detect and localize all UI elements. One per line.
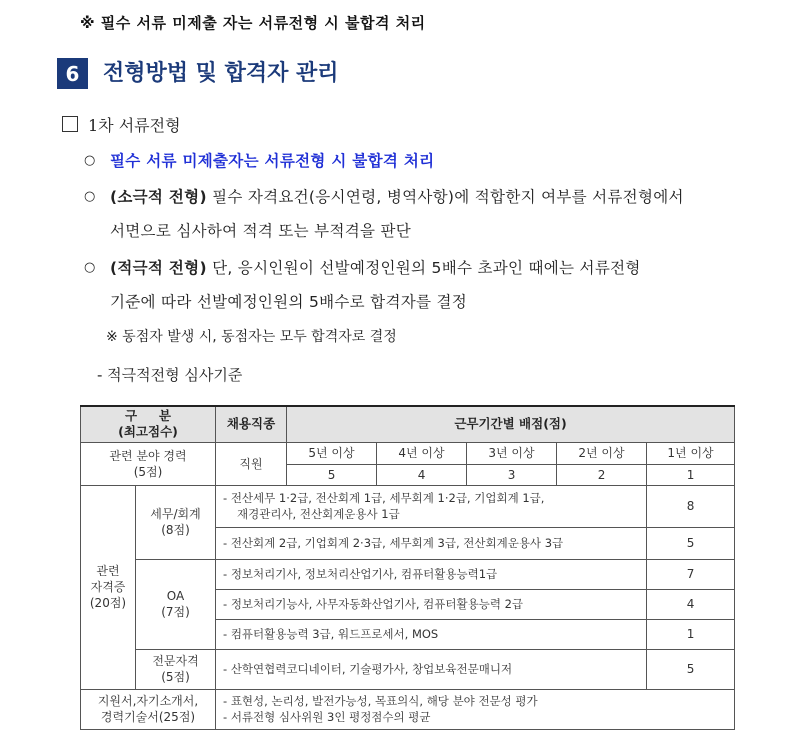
bullet-label: (소극적 전형) xyxy=(110,188,207,206)
accounting-row-2: - 전산회계 2급, 기업회계 2·3급, 세무회계 3급, 전산회계운용사 3급 xyxy=(216,527,647,559)
professional-label: 전문자격 (5점) xyxy=(136,649,216,689)
documents-label: 지원서,자기소개서, 경력기술서(25점) xyxy=(81,689,216,729)
professional-score-1: 5 xyxy=(647,649,735,689)
accounting-row-1: - 전산세무 1·2급, 전산회계 1급, 세무회계 1·2급, 기업회계 1급, 재경관리사, 전산회계운용사 1급 xyxy=(216,485,647,527)
cert-group-label: 관련 자격증 (20점) xyxy=(81,485,136,689)
checkbox-square-icon xyxy=(62,116,78,132)
oa-score-2: 4 xyxy=(647,589,735,619)
tie-note: ※ 동점자 발생 시, 동점자는 모두 합격자로 결정 xyxy=(106,329,397,345)
criteria-heading: - 적극적전형 심사기준 xyxy=(97,366,243,384)
bullet-passive-screening xyxy=(84,180,684,248)
oa-row-2: - 정보처리기능사, 사무자동화산업기사, 컴퓨터활용능력 2급 xyxy=(216,589,647,619)
bullet-text: 필수 서류 미제출자는 서류전형 시 불합격 처리 xyxy=(110,152,435,170)
accounting-score-2: 5 xyxy=(647,527,735,559)
period-cell: 4년 이상 xyxy=(377,442,467,464)
circle-bullet-icon: ○ xyxy=(84,189,96,204)
exp-label: 관련 분야 경력 (5점) xyxy=(81,442,216,485)
period-cell: 5년 이상 xyxy=(287,442,377,464)
accounting-label: 세무/회계 (8점) xyxy=(136,485,216,559)
bullet-label: (적극적 전형) xyxy=(110,259,207,277)
header-job-type: 채용직종 xyxy=(216,406,287,442)
section-number-badge: 6 xyxy=(57,58,88,89)
bullet-text-cont: 서면으로 심사하여 적격 또는 부적격을 판단 xyxy=(110,222,412,240)
period-score: 3 xyxy=(467,464,557,485)
period-cell: 3년 이상 xyxy=(467,442,557,464)
period-cell: 2년 이상 xyxy=(557,442,647,464)
period-score: 1 xyxy=(647,464,735,485)
oa-label: OA (7점) xyxy=(136,559,216,649)
documents-criteria: - 표현성, 논리성, 발전가능성, 목표의식, 해당 분야 전문성 평가 - 서류전형 심사위원 3인 평정점수의 평균 xyxy=(216,689,735,729)
professional-row-1: - 산학연협력코디네이터, 기술평가사, 창업보육전문매니저 xyxy=(216,649,647,689)
criteria-table xyxy=(80,405,735,730)
bullet-text: 필수 자격요건(응시연령, 병역사항)에 적합한지 여부를 서류전형에서 xyxy=(206,188,684,206)
circle-bullet-icon: ○ xyxy=(84,153,96,168)
section-title: 전형방법 및 합격자 관리 xyxy=(103,61,339,86)
bullet-required-docs xyxy=(84,144,435,178)
bullet-text-cont: 기준에 따라 선발예정인원의 5배수로 합격자를 결정 xyxy=(110,293,468,311)
header-category: 구 분 (최고점수) xyxy=(81,406,216,442)
bullet-text: 단, 응시인원이 선발예정인원의 5배수 초과인 때에는 서류전형 xyxy=(206,259,641,277)
exp-job: 직원 xyxy=(216,442,287,485)
period-score: 2 xyxy=(557,464,647,485)
oa-row-3: - 컴퓨터활용능력 3급, 워드프로세서, MOS xyxy=(216,619,647,649)
circle-bullet-icon: ○ xyxy=(84,260,96,275)
oa-score-1: 7 xyxy=(647,559,735,589)
subsection-heading xyxy=(62,113,181,136)
period-score: 4 xyxy=(377,464,467,485)
oa-row-1: - 정보처리기사, 정보처리산업기사, 컴퓨터활용능력1급 xyxy=(216,559,647,589)
subsection-label: 1차 서류전형 xyxy=(88,116,181,135)
bullet-active-screening xyxy=(84,251,641,319)
period-score: 5 xyxy=(287,464,377,485)
period-cell: 1년 이상 xyxy=(647,442,735,464)
oa-score-3: 1 xyxy=(647,619,735,649)
accounting-score-1: 8 xyxy=(647,485,735,527)
top-notice: ※ 필수 서류 미제출 자는 서류전형 시 불합격 처리 xyxy=(80,14,426,32)
header-score-by-period: 근무기간별 배점(점) xyxy=(287,406,735,442)
